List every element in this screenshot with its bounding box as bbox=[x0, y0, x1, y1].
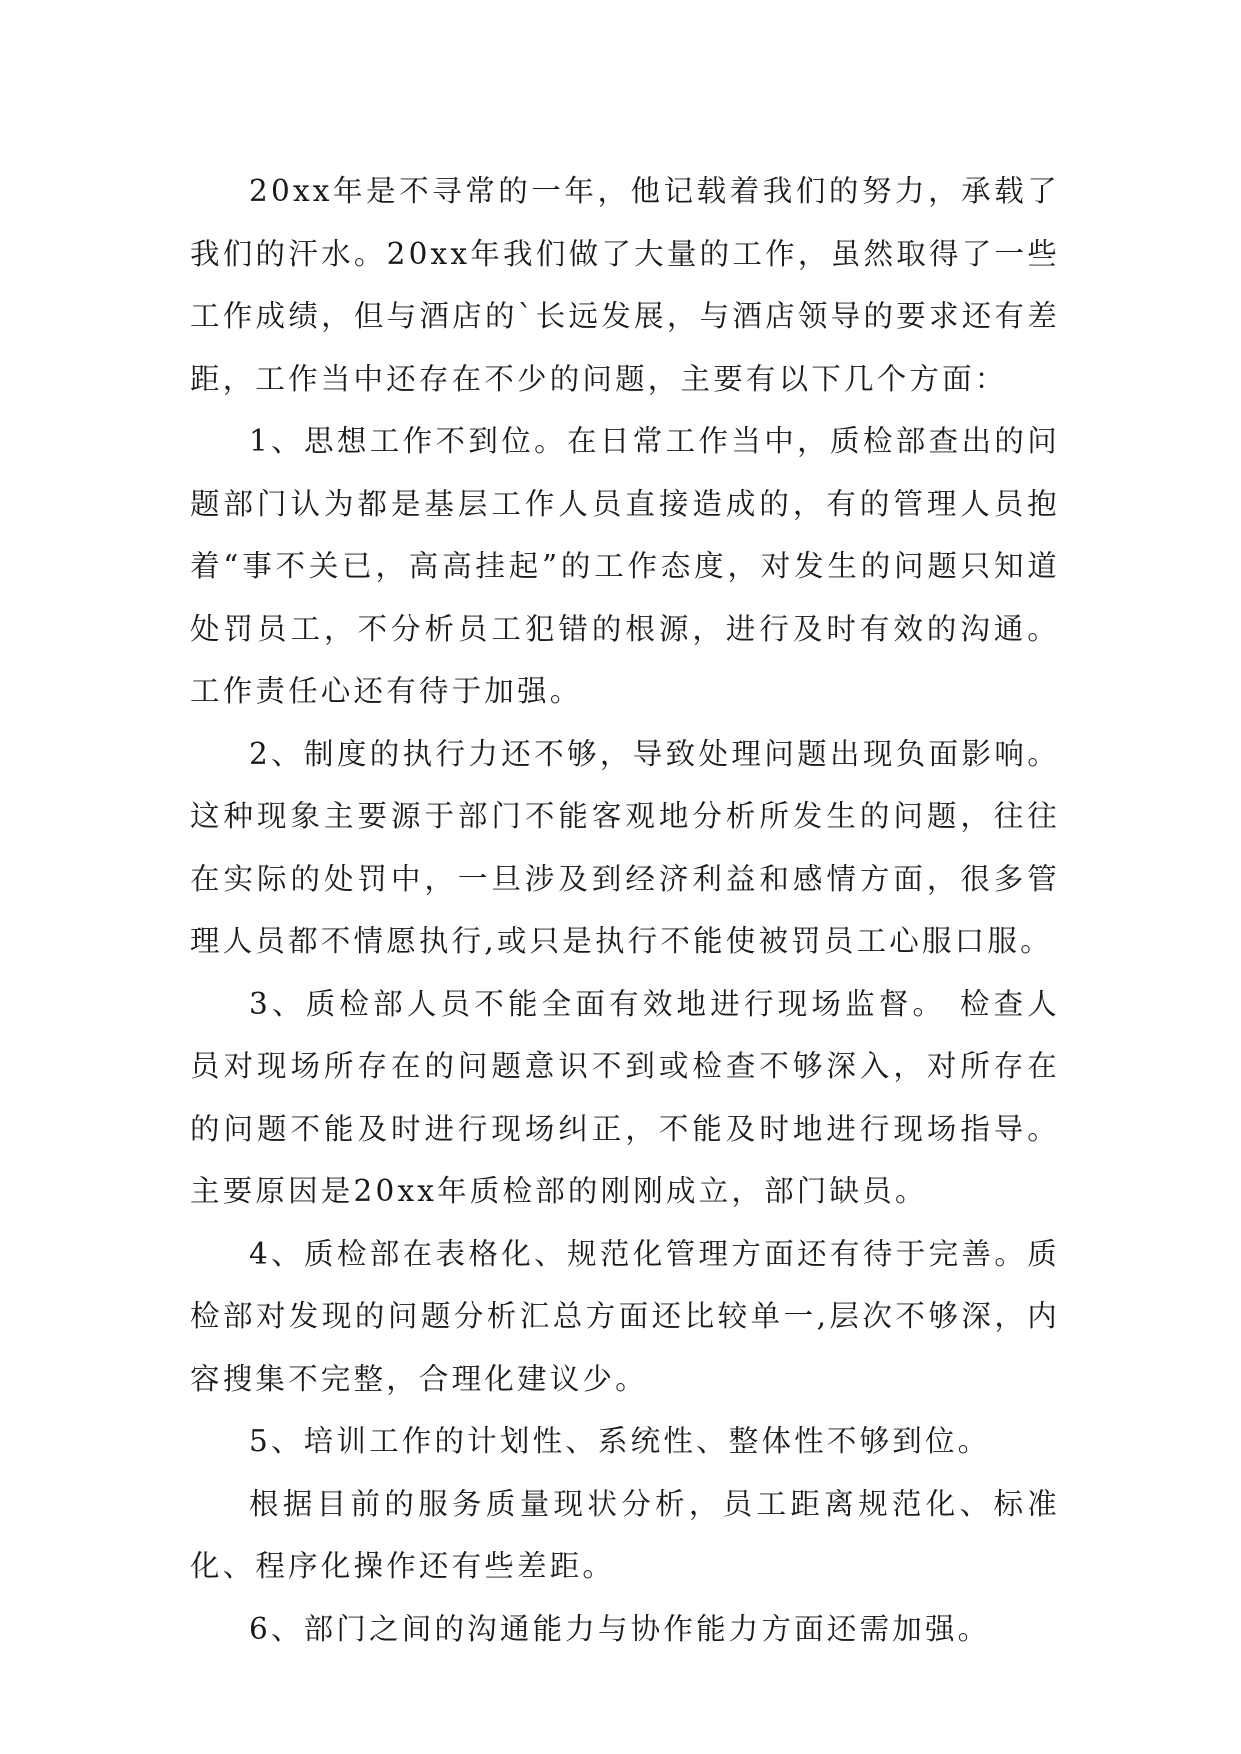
document-body bbox=[190, 160, 1060, 1660]
paragraph-item-5: 5、培训工作的计划性、系统性、整体性不够到位。 bbox=[249, 1424, 991, 1458]
paragraph-item-6: 6、部门之间的沟通能力与协作能力方面还需加强。 bbox=[249, 1611, 991, 1646]
paragraph-intro: 20xx年是不寻常的一年，他记载着我们的努力，承载了我们的汗水。20xx年我们做了大量的工作，虽然取得了一些工作成绩，但与酒店的`长远发展，与酒店领导的要求还有差距，工作当中还存在不少的问题，主要有以下几个方面： bbox=[190, 174, 1060, 396]
paragraph-item-2: 2、制度的执行力还不够，导致处理问题出现负面影响。这种现象主要源于部门不能客观地分析所发生的问题，往往在实际的处罚中，一旦涉及到经济利益和感情方面，很多管理人员都不情愿执行,或只是执行不能使被罚员工心服口服。 bbox=[190, 736, 1060, 958]
paragraph-item-1: 1、思想工作不到位。在日常工作当中，质检部查出的问题部门认为都是基层工作人员直接造成的，有的管理人员抱着“事不关已，高高挂起”的工作态度，对发生的问题只知道处罚员工，不分析员工犯错的根源，进行及时有效的沟通。工作责任心还有待于加强。 bbox=[190, 424, 1060, 708]
paragraph-item-4: 4、质检部在表格化、规范化管理方面还有待于完善。质检部对发现的问题分析汇总方面还比较单一,层次不够深，内容搜集不完整，合理化建议少。 bbox=[190, 1236, 1060, 1396]
paragraph-item-3: 3、质检部人员不能全面有效地进行现场监督。 检查人员对现场所存在的问题意识不到或检查不够深入，对所存在的问题不能及时进行现场纠正，不能及时地进行现场指导。主要原因是20xx年质检部的刚刚成立，部门缺员。 bbox=[190, 986, 1060, 1208]
paragraph-item-5-detail: 根据目前的服务质量现状分析，员工距离规范化、标准化、程序化操作还有些差距。 bbox=[190, 1486, 1060, 1583]
